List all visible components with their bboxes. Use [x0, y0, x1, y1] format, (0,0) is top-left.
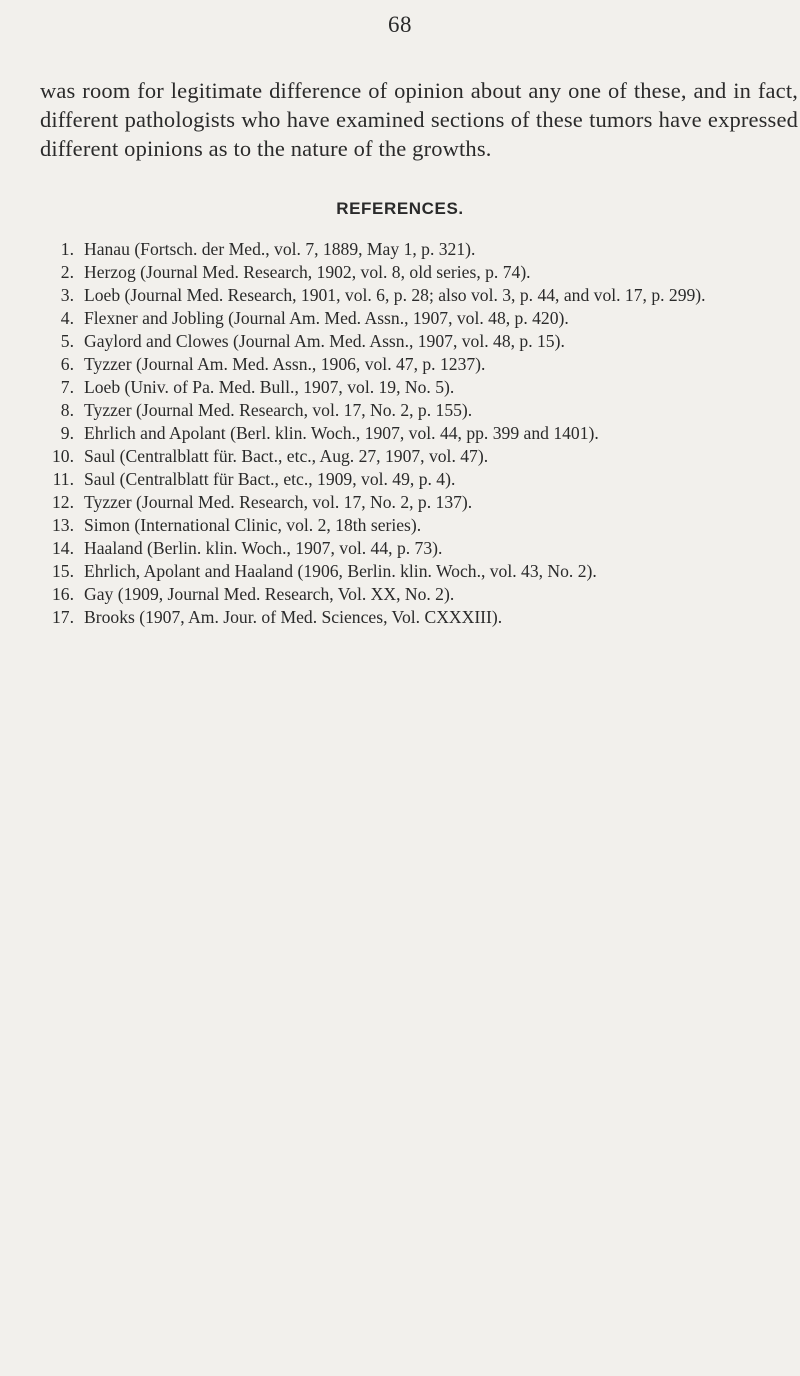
reference-number: 13.	[52, 515, 74, 535]
reference-text: Simon (International Clinic, vol. 2, 18th series).	[84, 515, 422, 535]
reference-number: 16.	[52, 584, 74, 604]
reference-text: Saul (Centralblatt für Bact., etc., 1909, vol. 49, p. 4).	[84, 469, 456, 489]
reference-item	[40, 376, 798, 399]
references-heading: REFERENCES.	[336, 199, 464, 218]
reference-item	[40, 238, 798, 261]
reference-number: 5.	[60, 331, 74, 351]
reference-item	[40, 261, 798, 284]
reference-number: 9.	[60, 423, 74, 443]
reference-item	[40, 330, 798, 353]
reference-item	[40, 307, 798, 330]
page-number: 68	[388, 12, 412, 37]
reference-text: Tyzzer (Journal Med. Research, vol. 17, No. 2, p. 155).	[84, 400, 473, 420]
reference-number: 14.	[52, 538, 74, 558]
reference-item	[40, 422, 798, 445]
reference-text: Tyzzer (Journal Med. Research, vol. 17, No. 2, p. 137).	[84, 492, 473, 512]
reference-text: Hanau (Fortsch. der Med., vol. 7, 1889, May 1, p. 321).	[84, 239, 476, 259]
reference-item	[40, 353, 798, 376]
reference-item	[40, 537, 798, 560]
reference-number: 3.	[60, 285, 74, 305]
reference-text: Gay (1909, Journal Med. Research, Vol. XX, No. 2).	[84, 584, 455, 604]
reference-item	[40, 514, 798, 537]
reference-text: Herzog (Journal Med. Research, 1902, vol. 8, old series, p. 74).	[84, 262, 531, 282]
reference-item	[40, 399, 798, 422]
reference-number: 7.	[60, 377, 74, 397]
reference-number: 1.	[60, 239, 74, 259]
reference-item	[40, 583, 798, 606]
reference-number: 15.	[52, 561, 74, 581]
reference-text: Ehrlich, Apolant and Haaland (1906, Berlin. klin. Woch., vol. 43, No. 2).	[84, 561, 597, 581]
reference-item	[40, 445, 798, 468]
reference-number: 10.	[52, 446, 74, 466]
reference-number: 2.	[60, 262, 74, 282]
reference-item	[40, 468, 798, 491]
reference-number: 12.	[52, 492, 74, 512]
reference-item	[40, 606, 798, 629]
reference-list	[40, 238, 798, 629]
reference-number: 6.	[60, 354, 74, 374]
reference-text: Loeb (Journal Med. Research, 1901, vol. 6, p. 28; also vol. 3, p. 44, and vol. 17, p. 299).	[84, 285, 706, 305]
reference-text: Ehrlich and Apolant (Berl. klin. Woch., 1907, vol. 44, pp. 399 and 1401).	[84, 423, 599, 443]
reference-item	[40, 491, 798, 514]
reference-item	[40, 284, 798, 307]
reference-text: Flexner and Jobling (Journal Am. Med. Assn., 1907, vol. 48, p. 420).	[84, 308, 569, 328]
reference-number: 8.	[60, 400, 74, 420]
reference-number: 11.	[52, 469, 74, 489]
reference-text: Loeb (Univ. of Pa. Med. Bull., 1907, vol. 19, No. 5).	[84, 377, 455, 397]
body-paragraph: was room for legitimate difference of opinion about any one of these, and in fact, different pathologists who have examined sections of these tumors have expressed different opinions as to the nature of the growths.	[40, 78, 798, 161]
reference-text: Haaland (Berlin. klin. Woch., 1907, vol. 44, p. 73).	[84, 538, 443, 558]
reference-text: Saul (Centralblatt für. Bact., etc., Aug. 27, 1907, vol. 47).	[84, 446, 489, 466]
reference-item	[40, 560, 798, 583]
reference-text: Gaylord and Clowes (Journal Am. Med. Assn., 1907, vol. 48, p. 15).	[84, 331, 565, 351]
reference-number: 17.	[52, 607, 74, 627]
reference-number: 4.	[60, 308, 74, 328]
reference-text: Tyzzer (Journal Am. Med. Assn., 1906, vol. 47, p. 1237).	[84, 354, 486, 374]
reference-text: Brooks (1907, Am. Jour. of Med. Sciences, Vol. CXXXIII).	[84, 607, 503, 627]
